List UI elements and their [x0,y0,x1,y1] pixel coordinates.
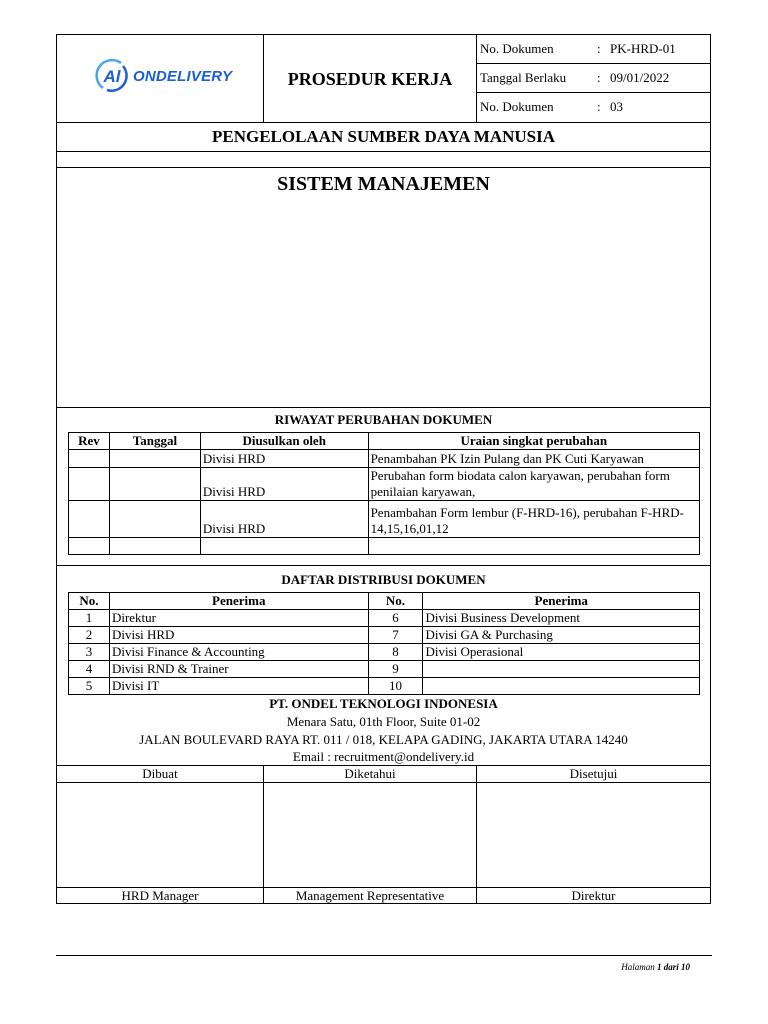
proposer-cell: Divisi HRD [200,450,368,468]
table-row [69,678,700,695]
table-header-row [69,593,700,610]
date-cell [109,468,200,501]
proposer-cell: Divisi HRD [200,468,368,501]
meta-value: 09/01/2022 [610,70,670,85]
meta-value: 03 [610,99,623,114]
recipient-cell [423,678,700,695]
number-cell: 6 [368,610,423,627]
meta-row [477,93,710,122]
meta-colon: : [597,41,601,56]
distribution-title: DAFTAR DISTRIBUSI DOKUMEN [281,572,486,587]
procedure-cell [264,35,477,123]
table-row [69,538,700,555]
page-separator: dari [663,962,679,972]
distribution-section [57,566,710,766]
description-cell [368,538,699,555]
meta-key: Tanggal Berlaku [480,70,567,85]
logo-cell [57,35,264,123]
company-email: Email : recruitment@ondelivery.id [292,749,475,764]
recipient-cell: Divisi GA & Purchasing [423,627,700,644]
company-address-line1: Menara Satu, 01th Floor, Suite 01-02 [286,714,481,729]
column-header: Rev [69,433,110,450]
signature-header: Disetujui [477,766,710,783]
logo-text: ONDELIVERY [133,67,233,85]
number-cell: 1 [69,610,110,627]
distribution-table [68,592,700,695]
number-cell: 4 [69,661,110,678]
meta-row [477,35,710,64]
number-cell: 3 [69,644,110,661]
column-header: Penerima [109,593,368,610]
table-row [69,644,700,661]
recipient-cell: Divisi HRD [109,627,368,644]
signature-header: Diketahui [264,766,476,783]
signature-role: Management Representative [264,887,476,904]
document-meta [477,35,710,123]
revision-history-title: RIWAYAT PERUBAHAN DOKUMEN [274,412,493,427]
footer-divider [56,955,712,956]
meta-key: No. Dokumen [480,99,554,114]
document-title: PENGELOLAAN SUMBER DAYA MANUSIA [57,123,710,152]
company-name: PT. ONDEL TEKNOLOGI INDONESIA [269,696,498,711]
company-address-line2: JALAN BOULEVARD RAYA RT. 011 / 018, KELAPA GADING, JAKARTA UTARA 14240 [139,732,628,747]
recipient-cell: Divisi Operasional [423,644,700,661]
signature-column-approved [477,766,710,904]
page-current: 1 [656,962,662,972]
number-cell: 8 [368,644,423,661]
proposer-cell: Divisi HRD [200,501,368,538]
meta-row [477,64,710,93]
rev-cell [69,450,110,468]
meta-value: PK-HRD-01 [610,41,676,56]
date-cell [109,538,200,555]
table-row [69,468,700,501]
number-cell: 7 [368,627,423,644]
table-row [69,610,700,627]
meta-colon: : [597,99,601,114]
column-header: Uraian singkat perubahan [368,433,699,450]
page-total: 10 [681,962,690,972]
column-header: Penerima [423,593,700,610]
rev-cell [69,468,110,501]
number-cell: 5 [69,678,110,695]
column-header: No. [368,593,423,610]
document-header [57,35,710,123]
column-header: Diusulkan oleh [200,433,368,450]
signature-header: Dibuat [57,766,263,783]
system-section [57,168,710,408]
recipient-cell: Divisi IT [109,678,368,695]
description-cell: Perubahan form biodata calon karyawan, perubahan form penilaian karyawan, [368,468,699,501]
table-row [69,450,700,468]
date-cell [109,450,200,468]
table-row [69,627,700,644]
description-cell: Penambahan PK Izin Pulang dan PK Cuti Karyawan [368,450,699,468]
svg-text:Al: Al [103,67,121,86]
number-cell: 9 [368,661,423,678]
description-cell: Penambahan Form lembur (F-HRD-16), perubahan F-HRD-14,15,16,01,12 [368,501,699,538]
page-number [621,962,690,972]
table-row [69,501,700,538]
revision-history-section [57,408,710,566]
ondelivery-logo-icon [93,57,131,95]
signature-role: Direktur [477,887,710,904]
section-title: SISTEM MANAJEMEN [277,173,490,195]
company-logo [93,57,232,95]
proposer-cell [200,538,368,555]
revision-table [68,432,700,555]
table-row [69,661,700,678]
document-page [56,34,711,904]
recipient-cell: Divisi Finance & Accounting [109,644,368,661]
recipient-cell: Divisi RND & Trainer [109,661,368,678]
column-header: No. [69,593,110,610]
date-cell [109,501,200,538]
recipient-cell [423,661,700,678]
signature-section [57,766,710,904]
page-label: Halaman [621,962,655,972]
recipient-cell: Divisi Business Development [423,610,700,627]
column-header: Tanggal [109,433,200,450]
meta-colon: : [597,70,601,85]
signature-column-prepared [57,766,264,904]
recipient-cell: Direktur [109,610,368,627]
signature-column-acknowledged [264,766,477,904]
rev-cell [69,501,110,538]
spacer-row [57,152,710,168]
rev-cell [69,538,110,555]
signature-role: HRD Manager [57,887,263,904]
table-header-row [69,433,700,450]
meta-key: No. Dokumen [480,41,554,56]
number-cell: 10 [368,678,423,695]
number-cell: 2 [69,627,110,644]
procedure-title: PROSEDUR KERJA [287,68,453,89]
